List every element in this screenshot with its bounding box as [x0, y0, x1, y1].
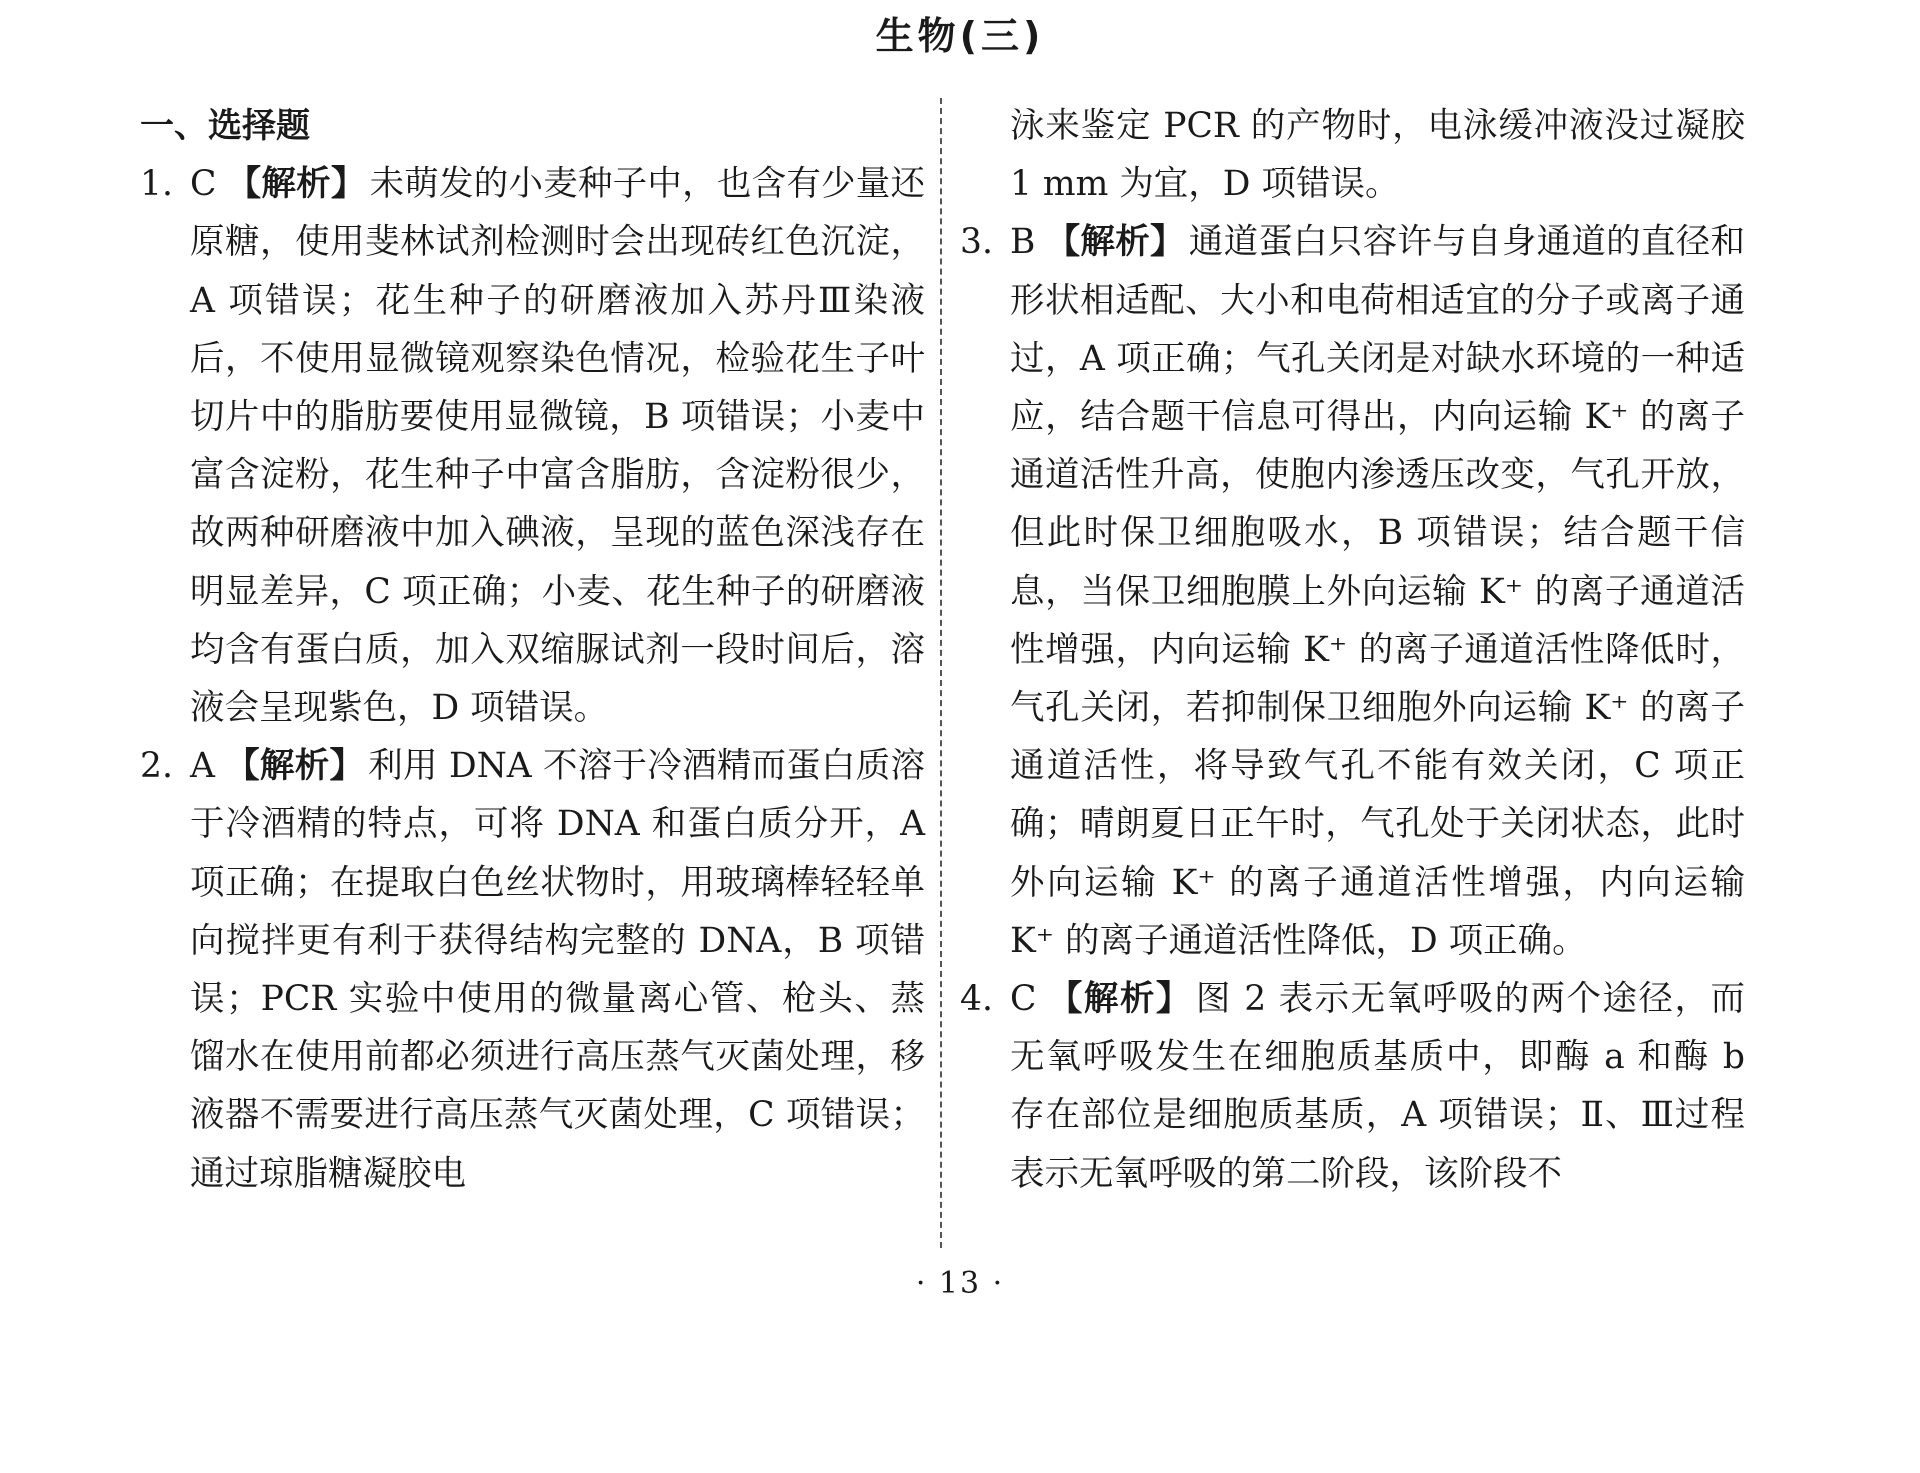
question-number: 4.: [960, 979, 993, 1020]
answer-choice: B: [1010, 222, 1036, 263]
question-item-4: [960, 970, 1745, 1203]
continued-text: 泳来鉴定 PCR 的产物时，电泳缓冲液没过凝胶 1 mm 为宜，D 项错误。: [1010, 106, 1745, 205]
question-item-1: [140, 155, 925, 737]
analysis-tag: 【解析】: [224, 746, 365, 787]
left-column: [140, 97, 925, 1203]
column-divider: [940, 98, 942, 1248]
question-item-2: [140, 737, 925, 1203]
analysis-text: 利用 DNA 不溶于冷酒精而蛋白质溶于冷酒精的特点，可将 DNA 和蛋白质分开，A 项正确；在提取白色丝状物时，用玻璃棒轻轻单向搅拌更有利于获得结构完整的 DNA，B 项错误；PCR 实验中使用的微量离心管、枪头、蒸馏水在使用前都必须进行高压蒸气灭菌处理，移液器不需要进行高压蒸气灭菌处理，C 项错误；通过琼脂糖凝胶电: [190, 746, 926, 1194]
answer-choice: C: [190, 164, 217, 205]
analysis-text: 未萌发的小麦种子中，也含有少量还原糖，使用斐林试剂检测时会出现砖红色沉淀，A 项错误；花生种子的研磨液加入苏丹Ⅲ染液后，不使用显微镜观察染色情况，检验花生子叶切片中的脂肪要使用显微镜，B 项错误；小麦中富含淀粉，花生种子中富含脂肪，含淀粉很少，故两种研磨液中加入碘液，呈现的蓝色深浅存在明显差异，C 项正确；小麦、花生种子的研磨液均含有蛋白质，加入双缩脲试剂一段时间后，溶液会呈现紫色，D 项错误。: [190, 164, 926, 729]
page-number: · 13 ·: [915, 1266, 1005, 1301]
page-title: 生物(三): [875, 14, 1045, 58]
section-heading: 一、选择题: [140, 106, 310, 146]
answer-choice: C: [1010, 979, 1037, 1020]
right-column: [960, 97, 1745, 1203]
question-number: 2.: [140, 746, 173, 787]
analysis-tag: 【解析】: [1046, 979, 1192, 1020]
analysis-text: 图 2 表示无氧呼吸的两个途径，而无氧呼吸发生在细胞质基质中，即酶 a 和酶 b 存在部位是细胞质基质，A 项错误；Ⅱ、Ⅲ过程表示无氧呼吸的第二阶段，该阶段不: [1010, 979, 1746, 1194]
analysis-tag: 【解析】: [1045, 222, 1185, 263]
analysis-tag: 【解析】: [226, 164, 366, 205]
question-number: 3.: [960, 222, 993, 263]
question-item-3: [960, 213, 1745, 970]
analysis-text: 通道蛋白只容许与自身通道的直径和形状相适配、大小和电荷相适宜的分子或离子通过，A 项正确；气孔关闭是对缺水环境的一种适应，结合题干信息可得出，内向运输 K⁺ 的离子通道活性升高，使胞内渗透压改变，气孔开放，但此时保卫细胞吸水，B 项错误；结合题干信息，当保卫细胞膜上外向运输 K⁺ 的离子通道活性增强，内向运输 K⁺ 的离子通道活性降低时，气孔关闭，若抑制保卫细胞外向运输 K⁺ 的离子通道活性，将导致气孔不能有效关闭，C 项正确；晴朗夏日正午时，气孔处于关闭状态，此时外向运输 K⁺ 的离子通道活性增强，内向运输 K⁺ 的离子通道活性降低，D 项正确。: [1010, 222, 1746, 961]
question-number: 1.: [140, 164, 173, 205]
answer-choice: A: [190, 746, 215, 787]
